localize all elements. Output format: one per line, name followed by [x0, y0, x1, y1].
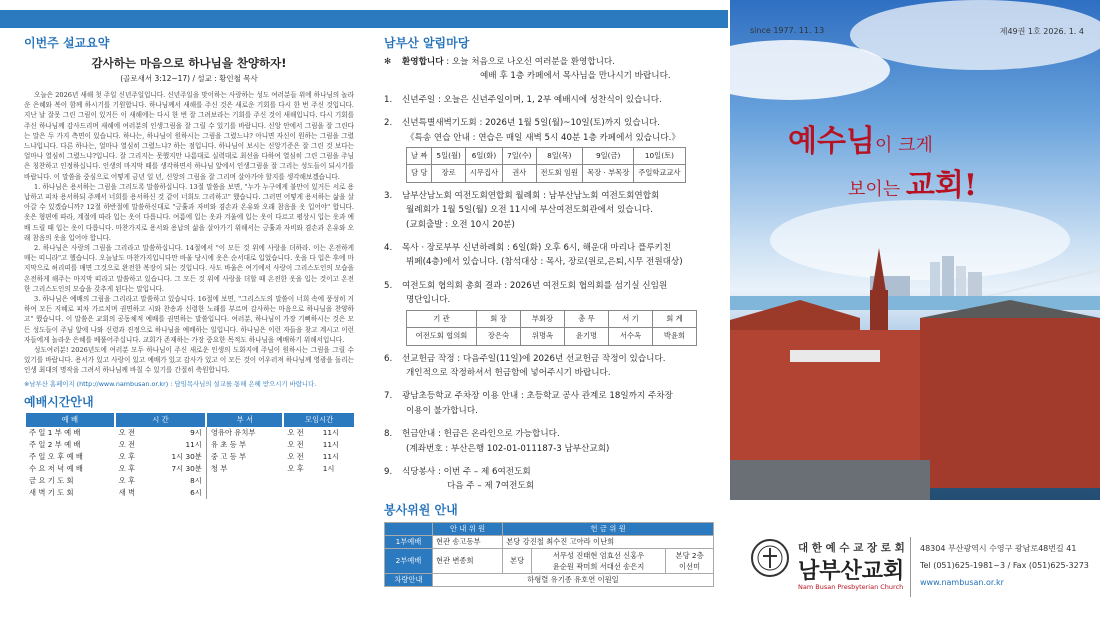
table-row	[385, 548, 714, 573]
notice-item	[384, 465, 714, 494]
notice-number: 5.	[384, 280, 393, 291]
department: 중 고 등 부	[206, 451, 283, 463]
table-cell: 9일(금)	[583, 148, 634, 165]
notice-item	[384, 279, 714, 346]
service-name: 주 일 2 부 예 배	[29, 439, 81, 449]
volunteer-names: 서무성 진태현 엄효선 신홍우	[552, 550, 645, 560]
homepage-note: ※남부산 홈페이지 (http://www.nambusan.or.kr) : 담임목사님의 설교를 통해 은혜 받으시기 바랍니다.	[24, 379, 317, 388]
sermon-paragraph: 성도여러분! 2026년도에 여러분 모두 하나님이 주신 새로운 인생의 도화지에 주님이 원하시는 그림을 그릴 수 있기를 바랍니다. 용서가 있고 사랑이 있고 예배가 있고 감사가 있고 이 모든 것이 어우러져 하나님께 영광을 돌리는 인생 최대의 명작을 그려서 하나님께 바칠 수 있기를 간절히 축원합니다.	[24, 346, 354, 375]
notice-item	[384, 241, 714, 270]
notice-text: 월례회가 1월 5일(월) 오전 11시에 부산여전도회관에서 있습니다.	[406, 205, 653, 216]
table-row	[407, 165, 686, 182]
time: 11시	[185, 439, 202, 449]
table-cell: 서 기	[609, 310, 653, 327]
department: 유 초 등 부	[206, 439, 283, 451]
welcome-text: : 오늘 처음으로 나오신 여러분을 환영합니다.	[443, 57, 615, 67]
table-row	[25, 463, 354, 475]
notice-text: 개인적으로 작정하셔서 헌금함에 넣어주시기 바랍니다.	[406, 367, 611, 378]
sermon-paragraph: 2. 하나님은 사랑의 그림을 그리라고 말씀하십니다. 14절에서 "이 모든 것 위에 사랑을 더하라. 이는 온전하게 매는 띠니라"고 했습니다. 오늘날도 마찬가지입니다만 바울 당시에 옷은 순서대로 입었습니다. 옷을 다 입은 후에 마지막으로 허리띠를 매면 그것으로 완전한 복장이 되는 것입니다. 사도 바울은 여기에서 사랑이 그리스도인의 모습을 온전하게 해주는 마지막 띠라고 말씀하고 있습니다. 그 모든 것 위에 사랑을 더할 때 온전한 옷을 입는 것이고 온전한 그리스도인의 모습을 갖추게 된다는 말입니다.	[24, 244, 354, 293]
column-header: 시 간	[115, 413, 207, 427]
notice-text: 명단입니다.	[406, 295, 451, 306]
notice-number: 3.	[384, 190, 393, 201]
time-period: 오 후	[118, 451, 136, 461]
address: 48304 부산광역시 수영구 광남로48번길 41	[920, 544, 1077, 553]
sermon-reference: (골로새서 3:12~17) / 설교 : 황인철 목사	[120, 74, 258, 83]
notice-item	[384, 427, 714, 456]
table-row	[25, 427, 354, 439]
notice-number: 6.	[384, 353, 393, 364]
table-row	[407, 148, 686, 165]
table-cell: 8일(목)	[536, 148, 583, 165]
notice-text: (계좌번호 : 부산은행 102-01-011187-3 남부산교회)	[406, 443, 610, 454]
table-row	[25, 475, 354, 487]
table-cell: 현관 송고동부	[432, 535, 502, 548]
notice-text: 여전도회 협의회 총회 결과 : 2026년 여전도회 협의회를 섬기실 신임원	[402, 280, 668, 291]
notice-text: 이용이 불가합니다.	[406, 405, 478, 416]
table-cell: 서수옥	[609, 328, 653, 345]
issue-date: 제49권 1호 2026. 1. 4	[999, 27, 1084, 36]
notice-text: 남부산남노회 여전도회연합회 월례회 : 남부산남노회 여전도회연합회	[402, 190, 660, 201]
notice-number: 4.	[384, 243, 393, 254]
bullet-icon: ✻	[384, 57, 392, 67]
notice-number: 7.	[384, 391, 393, 402]
notice-text: (교회출발 : 오전 10시 20분)	[406, 219, 515, 230]
welcome-notice	[384, 55, 714, 84]
notice-number: 8.	[384, 429, 393, 440]
church-english-name: Nam Busan Presbyterian Church	[798, 583, 904, 591]
notice-text: 식당봉사 : 이번 주 – 제 6여전도회	[402, 466, 531, 477]
time: 11시	[322, 427, 340, 437]
table-cell: 주일학교교사	[634, 165, 685, 182]
time: 1시 30분	[171, 451, 202, 461]
table-cell: 목장 · 부목장	[583, 165, 634, 182]
worship-schedule-table	[24, 413, 354, 499]
top-color-bar	[0, 10, 728, 28]
table-row	[385, 573, 714, 586]
notices-heading: 남부산 알림마당	[384, 36, 470, 50]
notice-text: 목사 · 장로부부 신년하례회 : 6일(화) 오후 6시, 해운대 마리나 플루키친	[402, 243, 672, 254]
volunteer-names: 윤순원 곽미희 서대선 송은지	[552, 561, 645, 571]
notice-item	[384, 389, 714, 418]
department: 청 부	[206, 463, 283, 475]
dawn-prayer-schedule-table	[406, 147, 686, 183]
notice-text: 뷔페(4층)에서 있습니다. (참석대상 : 목사, 장로(원로,은퇴,시무 전원대상)	[406, 257, 683, 268]
officers-table	[406, 310, 697, 346]
table-row	[25, 487, 354, 499]
notice-list	[384, 55, 714, 494]
notice-text: 《특송 연습 안내 : 연습은 매일 새벽 5시 40분 1층 카페에서 있습니다.》	[406, 132, 680, 143]
service-label: 1부예배	[385, 535, 433, 548]
time-period: 새 벽	[118, 487, 136, 497]
table-cell: 장로	[432, 165, 465, 182]
volunteers-heading: 봉사위원 안내	[384, 502, 458, 517]
table-cell: 날 짜	[407, 148, 432, 165]
table-cell: 본당 강진철 최수진 고아라 이난희	[503, 535, 714, 548]
slogan-text: 교회!	[905, 168, 978, 203]
church-name: 남부산교회	[798, 559, 905, 584]
empty-cell	[206, 475, 354, 487]
service-name: 새 벽 기 도 회	[29, 487, 74, 497]
table-row	[407, 310, 697, 327]
time-period: 오 후	[118, 463, 136, 473]
notice-number: 2.	[384, 118, 393, 129]
time-period: 오 전	[287, 427, 304, 437]
sermon-paragraph: 오늘은 2026년 새해 첫 주일 신년주일입니다. 신년주일을 맞이하는 사랑하는 성도 여러분들 위에 하나님의 놀라운 은혜와 복이 함께 하시기를 기원합니다. 하나님께서 새해를 주신 것은 새로운 기회를 다시 한 번 주신 것입니다. 지난 날 잘못 그린 그림이 있거든 이 새해에는 다시 한 번 잘 그려보라는 기회를 주신 것이 새해입니다. 다시 기회를 주신 하나님께 감사드리며 새해에 여러분의 인생그림을 잘 그릴 수 있기를 바랍니다. 신앙 안에서 그림을 잘 그린다는 말은 두 가지 측면이 있습니다. 하나는, 하나님이 원하시는 그림을 그렸느냐? 아니면 자신이 원하는 그림을 그렸느냐입니다. 다른 하나는, 얼마나 열심히 그렸느냐? 하는 점입니다. 하나님이 보시는 신앙기준은 잘 그린 것 보다는 얼마나 열심히 그렸느냐?입니다. 잘 그리지는 못했지만 나름대로 실력대로 최선을 다하여 열심히 그린 그림을 주님은 칭찬하고 인정하십니다. 인생의 마지막 때를 생각하면서 하나님 앞에서 인생그림을 잘 그리는 성도들이 되시기를 바랍니다. 이 말씀을 중심으로 어떻게 금년 일 년, 신앙의 그림을 잘 그리며 살아가야 할지를 생각해보겠습니다.	[24, 91, 355, 181]
time-period: 오 후	[287, 463, 304, 473]
time-period: 오 전	[287, 451, 304, 461]
time: 6시	[190, 487, 202, 497]
table-row	[25, 439, 354, 451]
table-cell: 윤기명	[565, 328, 609, 345]
notice-item	[384, 93, 714, 107]
time-period: 오 후	[118, 475, 136, 485]
sermon-heading: 이번주 설교요약	[24, 36, 110, 50]
since-date: since 1977. 11. 13	[750, 26, 825, 35]
notice-text: 다음 주 – 제 7여전도회	[406, 481, 535, 492]
column-header: 모임시간	[283, 413, 354, 427]
table-cell: 6일(화)	[465, 148, 502, 165]
table-cell	[666, 548, 714, 573]
church-info	[740, 512, 1100, 619]
notice-text: 신년특별새벽기도회 : 2026년 1월 5일(월)~10일(토)까지 있습니다.	[402, 118, 660, 129]
table-cell: 현관 변종희	[432, 548, 502, 573]
notice-number: 1.	[384, 94, 393, 105]
table-cell: 7일(수)	[503, 148, 536, 165]
volunteer-names: 이선미	[679, 561, 701, 571]
notice-text: 헌금안내 : 헌금은 온라인으로 가능합니다.	[402, 429, 560, 440]
column-header	[385, 522, 433, 535]
volunteer-location: 본당 2층	[675, 550, 704, 560]
table-cell: 위명옥	[521, 328, 565, 345]
worship-heading: 예배시간안내	[24, 394, 94, 409]
table-header-row	[385, 522, 714, 535]
cover-photo	[730, 0, 1100, 500]
table-cell: 기 관	[407, 310, 477, 327]
notices-column	[384, 34, 714, 587]
service-label: 차량안내	[385, 573, 433, 586]
welcome-label: 환영합니다	[402, 57, 444, 67]
column-header: 안 내 위 원	[432, 522, 502, 535]
denomination-name: 대 한 예 수 교 장 로 회	[798, 542, 905, 554]
table-cell: 10일(토)	[634, 148, 685, 165]
service-name: 주 일 1 부 예 배	[29, 427, 81, 437]
department: 영유아 유치부	[206, 427, 283, 439]
volunteers-table	[384, 522, 714, 587]
sermon-paragraph: 3. 하나님은 예배의 그림을 그리라고 말씀하고 있습니다. 16절에 보면, "그리스도의 말씀이 너희 속에 풍성히 거하여 모든 지혜로 피차 가르치며 권면하고 시와 찬송과 신령한 노래를 부르며 감사하는 마음으로 하나님을 찬양하고" 했습니다. 이 말씀은 교회의 공동체적 예배를 권면하는 말씀입니다. 여러분, 하나님이 가장 기뻐하시는 것은 모든 성도들이 주님 앞에 나와 신령과 진정으로 하나님을 예배하는 일입니다. 하나님은 이런 자들을 찾고 계시고 이런 자들에게 놀라운 은혜를 베풀어주십니다. 교회가 존재하는 가장 중요한 목적도 하나님을 예배하기 위해서입니다.	[24, 295, 354, 344]
table-cell: 장은숙	[477, 328, 521, 345]
sermon-body	[24, 90, 354, 376]
website-link[interactable]: www.nambusan.or.kr	[920, 578, 1004, 587]
table-cell: 전도회 임원	[536, 165, 583, 182]
table-cell: 회 계	[653, 310, 697, 327]
welcome-text: 예배 후 1층 카페에서 목사님을 만나시기 바랍니다.	[480, 71, 671, 82]
column-header: 헌 금 위 원	[503, 522, 714, 535]
time-period: 오 전	[118, 427, 136, 437]
time: 7시 30분	[171, 463, 202, 473]
notice-number: 9.	[384, 466, 393, 477]
empty-cell	[206, 487, 354, 499]
notice-text: 선교헌금 작정 : 다음주일(11일)에 2026년 선교헌금 작정이 있습니다.	[402, 353, 666, 364]
sermon-column	[24, 34, 354, 499]
time: 9시	[190, 427, 202, 437]
table-cell: 회 장	[477, 310, 521, 327]
slogan-text: 보이는	[848, 179, 906, 200]
city-skyline	[730, 0, 1100, 500]
column-header: 예 배	[25, 413, 115, 427]
contact-block	[920, 540, 1089, 591]
slogan-text: 이 크게	[874, 135, 933, 156]
table-cell: 하형렬 유기종 유호연 이원일	[432, 573, 713, 586]
notice-item	[384, 116, 714, 183]
table-cell: 박윤희	[653, 328, 697, 345]
table-cell: 권사	[503, 165, 536, 182]
time-period: 오 전	[287, 439, 304, 449]
slogan-text: 예수님	[788, 124, 875, 159]
time: 11시	[322, 451, 340, 461]
table-cell: 담 당	[407, 165, 432, 182]
notice-text: 광남초등학교 주차장 이용 안내 : 초등학교 공사 관계로 18일까지 주차장	[402, 391, 673, 402]
table-cell	[531, 548, 665, 573]
time-period: 오 전	[118, 439, 136, 449]
table-cell: 본당	[503, 548, 532, 573]
table-row	[385, 535, 714, 548]
service-name: 수 요 저 녁 예 배	[29, 463, 83, 473]
table-cell: 총 무	[565, 310, 609, 327]
service-name: 금 요 기 도 회	[29, 475, 74, 485]
notice-text: 신년주일 : 오늘은 신년주일이며, 1, 2부 예배시에 성찬식이 있습니다.	[402, 94, 662, 105]
sermon-paragraph: 1. 하나님은 용서하는 그림을 그리도록 말씀하십니다. 13절 말씀을 보면, "누가 누구에게 불만이 있거든 서로 용납하고 피차 용서하되 주께서 너희를 용서하신 것 같이 너희도 그리하고" 했습니다. 그러면 어떻게 용서하는 삶을 살아갈 수 있겠습니까? 12절 하반절에 말씀하신대로 "긍휼과 자비와 겸손과 온유와 오래 참음을 옷 입어야" 합니다. 옷은 형편에 따라, 계절에 따라 입는 옷이 다릅니다. 여름에 입는 옷과 겨울에 입는 옷이 다르고 평상시 입는 옷과 예배 드릴 때 입는 옷이 다릅니다. 마찬가지로 용서와 용납의 삶을 살아가기 위해서는 긍휼과 자비와 겸손과 온유와 오래 참음의 옷을 입어야 합니다.	[24, 182, 354, 242]
table-header-row	[25, 413, 354, 427]
table-row	[407, 328, 697, 345]
time: 1시	[322, 463, 335, 473]
time: 11시	[322, 439, 340, 449]
phone-fax: Tel (051)625-1981~3 / Fax (051)625-3273	[920, 561, 1089, 570]
notice-item	[384, 352, 714, 381]
column-header: 부 서	[206, 413, 283, 427]
table-row	[25, 451, 354, 463]
notice-item	[384, 189, 714, 232]
table-cell: 시무집사	[465, 165, 502, 182]
church-emblem-icon	[750, 538, 790, 578]
table-cell: 부회장	[521, 310, 565, 327]
service-label: 2부예배	[385, 548, 433, 573]
time: 8시	[190, 475, 202, 485]
service-name: 주 일 오 후 예 배	[29, 451, 83, 461]
divider	[910, 537, 911, 597]
table-cell: 5일(월)	[432, 148, 465, 165]
table-cell: 여전도회 협의회	[407, 328, 477, 345]
sermon-title: 감사하는 마음으로 하나님을 찬양하자!	[91, 56, 287, 70]
